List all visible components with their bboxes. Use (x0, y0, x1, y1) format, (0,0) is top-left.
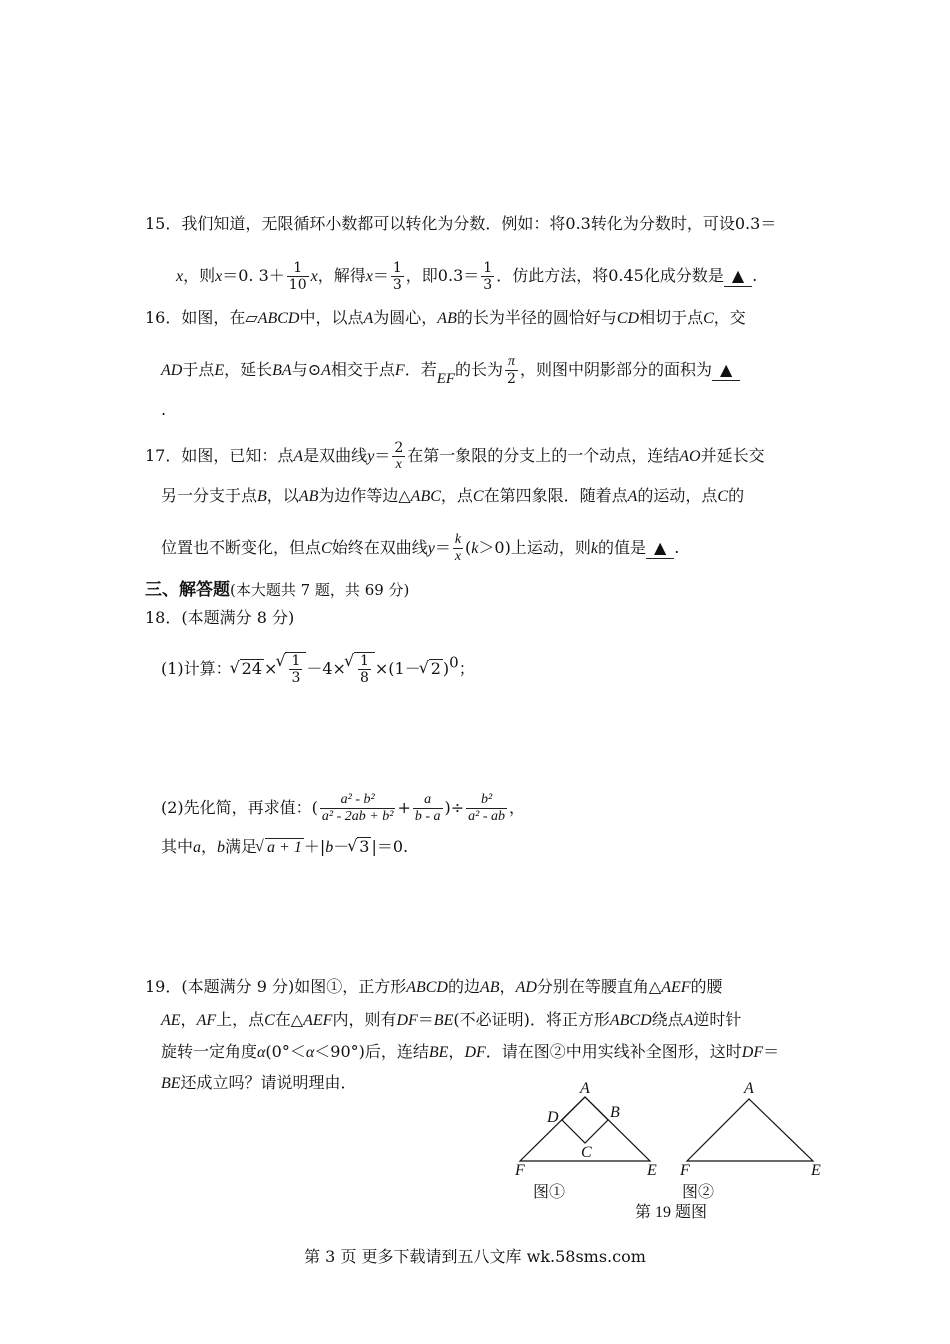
section-title: 三、解答题(本大题共 7 题，共 69 分) (145, 580, 410, 600)
q16-line1: 16．如图，在▱ABCD中，以点A为圆心，AB的长为半径的圆恰好与CD相切于点C，交 (145, 308, 746, 327)
q19-line2: AE，AF上，点C在△AEF内，则有DF＝BE(不必证明)．将正方形ABCD绕点A逆时针 (161, 1010, 742, 1029)
label-f2: F (680, 1162, 690, 1179)
figure-1 (514, 1080, 657, 1201)
label-f1: F (515, 1162, 525, 1179)
q17-line3: 位置也不断变化，但点C始终在双曲线y＝ $\frac{k}{x}$ (k＞0)上运动，则k的值是 ▲ . (161, 532, 680, 564)
caption-fig2: 图② (682, 1184, 715, 1201)
q15-line2: x，则x＝0. 3＋ $\frac{1}{10}$ x，解得x＝ $\frac{1}{3}$ ，即0.3＝ $\frac{1}{3}$ ．仿此方法，将0.45化成分数是 ▲ . (176, 260, 758, 293)
q19-line3: 旋转一定角度α(0°＜α＜90°)后，连结BE，DF．请在图②中用实线补全图形，这时DF＝ (161, 1042, 780, 1061)
label-a1: A (580, 1080, 590, 1097)
q18-part2: (2)先化简，再求值：( $\frac{\text{a² - b²}}{\text{a² - 2ab + b²}}$ + $\frac{a}{b - a}$ )÷ $\frac{\text{b²}}{\text{a² - ab}}$ ， (161, 792, 526, 824)
q18-condition: 其中a，b满足√ a + 1 ＋|b－√ 3 |＝0. (161, 837, 408, 858)
q15-line1: 15．我们知道，无限循环小数都可以转化为分数．例如：将0.3转化为分数时，可设0.3＝ (145, 214, 777, 233)
label-e1: E (647, 1162, 657, 1179)
figure-caption: 第 19 题图 (635, 1204, 708, 1221)
label-a2: A (744, 1080, 754, 1097)
q17-line2: 另一分支于点B，以AB为边作等边△ABC，点C在第四象限．随着点A的运动，点C的 (161, 486, 745, 505)
q17-line1: 17．如图，已知：点A是双曲线y＝ $\frac{2}{x}$ 在第一象限的分支上的一个动点，连结AO并延长交 (145, 440, 765, 472)
q16-line2: AD于点E，延长BA与⊙A相交于点F．若EF的长为 $\frac{\pi}{2}$ ，则图中阴影部分的面积为 ▲ (161, 354, 740, 387)
triangle-aef-2 (687, 1099, 813, 1161)
caption-fig1: 图① (533, 1184, 566, 1201)
label-b: B (610, 1104, 620, 1121)
answer-blank-17: ▲ (646, 538, 674, 559)
label-d: D (547, 1109, 559, 1126)
q19-line1: 19．(本题满分 9 分)如图①，正方形ABCD的边AB，AD分别在等腰直角△AEF的腰 (145, 977, 723, 996)
q18-part1: (1)计算：√ 24 × √ $\frac{1}{3}$ －4× √ $\frac{1}{8}$ ×(1－√ 2 )$^0$； (161, 652, 475, 686)
page-footer: 第 3 页 更多下载请到五八文库 wk.58sms.com (304, 1247, 646, 1266)
figure-2 (679, 1080, 821, 1201)
q18-header: 18．(本题满分 8 分) (145, 608, 295, 627)
answer-blank-16: ▲ (712, 360, 740, 381)
figure-19 (505, 1075, 835, 1235)
square-abcd (562, 1097, 608, 1143)
label-c: C (581, 1144, 592, 1161)
q16-line3: . (161, 400, 167, 419)
q19-line4: BE还成立吗？请说明理由． (161, 1073, 357, 1092)
answer-blank-15: ▲ (724, 266, 752, 287)
label-e2: E (811, 1162, 821, 1179)
